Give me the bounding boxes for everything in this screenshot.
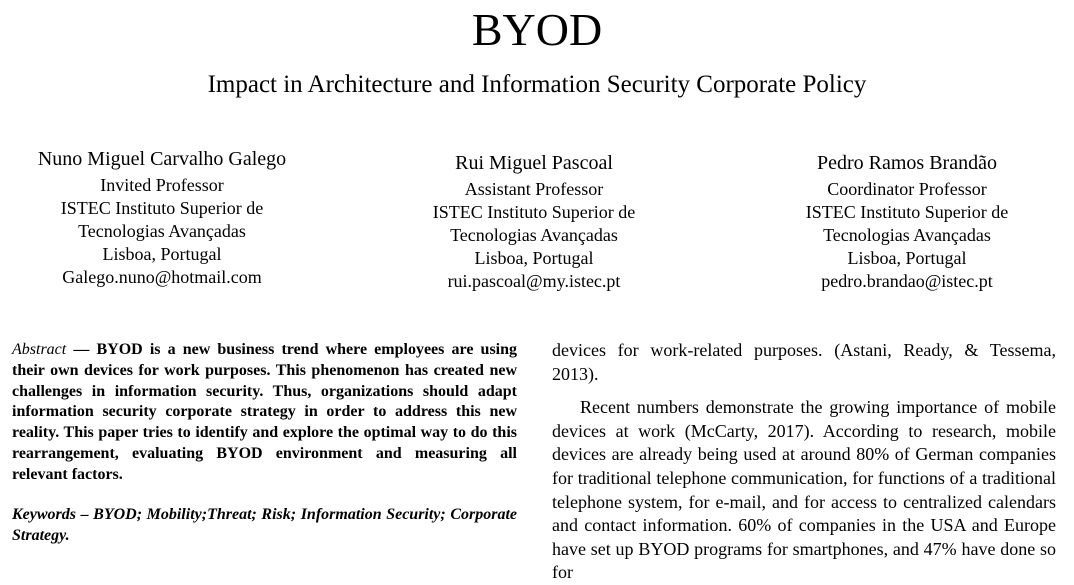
author-affiliation: ISTEC Instituto Superior de bbox=[432, 202, 636, 222]
abstract-label: Abstract bbox=[12, 341, 67, 358]
author-role: Invited Professor bbox=[100, 175, 224, 195]
author-affiliation: ISTEC Instituto Superior de bbox=[60, 198, 264, 218]
author-affiliation: ISTEC Instituto Superior de bbox=[805, 202, 1009, 222]
keywords-paragraph: Keywords – BYOD; Mobility;Threat; Risk; Information Security; Corporate Strategy. bbox=[12, 506, 517, 544]
author-city: Lisboa, Portugal bbox=[474, 248, 594, 268]
author-affiliation: Tecnologias Avançadas bbox=[823, 225, 991, 245]
abstract-text: BYOD is a new business trend where employees are using their own devices for work purposes. This phenomenon has created new challenges in information security. Thus, organizations should adapt information security corporate strategy in order to address this new reality. This paper tries to identify and explore the optimal way to do this rearrangement, evaluating BYOD environment and measuring all relevant factors. bbox=[12, 341, 518, 483]
author-block-galego bbox=[12, 146, 312, 289]
author-city: Lisboa, Portugal bbox=[847, 248, 967, 268]
body-column-right bbox=[552, 339, 1056, 585]
author-block-brandao bbox=[757, 150, 1057, 293]
author-email: rui.pascoal@my.istec.pt bbox=[447, 271, 621, 291]
author-affiliation: Tecnologias Avançadas bbox=[78, 221, 246, 241]
author-block-pascoal bbox=[384, 150, 684, 293]
body-paragraph-2: Recent numbers demonstrate the growing importance of mobile devices at work (McCarty, 2017). According to research, mobile devices are already being used at around 80% of German companies for traditional telephone communication, for functions of a traditional telephone system, for e-mail, and for access to centralized calendars and contact information. 60% of companies in the USA and Europe have set up BYOD programs for smartphones, and 47% have done so for bbox=[552, 397, 1056, 583]
paper-title: BYOD bbox=[471, 4, 603, 55]
author-role: Coordinator Professor bbox=[827, 179, 987, 199]
author-name: Pedro Ramos Brandão bbox=[817, 152, 997, 174]
abstract-dash: — bbox=[66, 341, 97, 358]
author-city: Lisboa, Portugal bbox=[102, 244, 222, 264]
author-affiliation: Tecnologias Avançadas bbox=[450, 225, 618, 245]
abstract-paragraph bbox=[12, 340, 517, 486]
author-email: Galego.nuno@hotmail.com bbox=[62, 267, 262, 287]
author-email: pedro.brandao@istec.pt bbox=[821, 271, 993, 291]
author-name: Rui Miguel Pascoal bbox=[455, 152, 613, 174]
author-name: Nuno Miguel Carvalho Galego bbox=[37, 148, 287, 170]
paper-subtitle: Impact in Architecture and Information Security Corporate Policy bbox=[207, 71, 867, 98]
body-paragraph-1: devices for work-related purposes. (Astani, Ready, & Tessema, 2013). bbox=[552, 340, 1056, 384]
author-role: Assistant Professor bbox=[464, 179, 604, 199]
